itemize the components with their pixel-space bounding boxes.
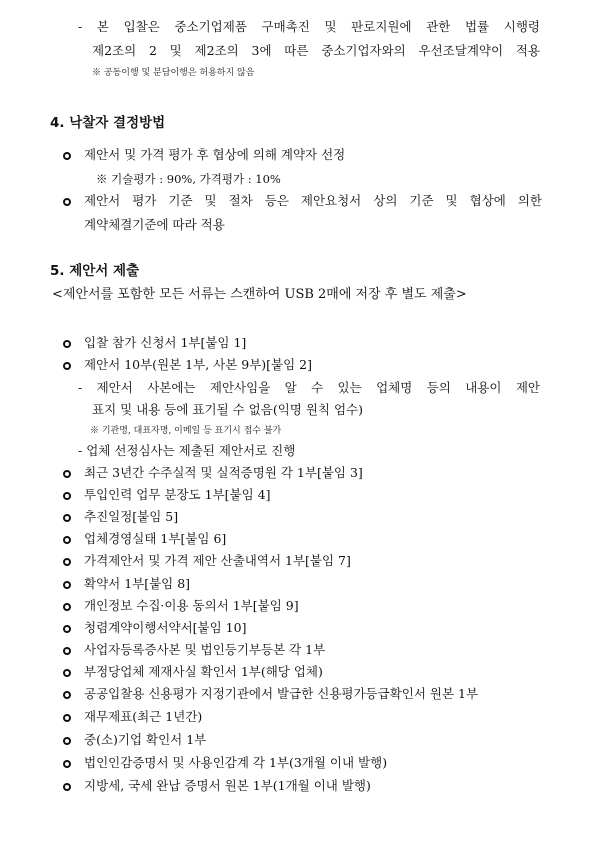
- top-note-sub: ※ 공동이행 및 분담이행은 허용하지 않음: [92, 68, 255, 78]
- submission-item: 공공입찰용 신용평가 지정기관에서 발급한 신용평가등급확인서 원본 1부: [84, 686, 479, 701]
- submission-item: 중(소)기업 확인서 1부: [84, 732, 207, 747]
- circle-bullet-icon: [63, 625, 71, 633]
- proposal-note-dash-1-cont: 표지 및 내용 등에 표기될 수 없음(익명 원칙 엄수): [92, 402, 363, 417]
- submission-item: 지방세, 국세 완납 증명서 원본 1부(1개월 이내 발행): [84, 778, 371, 793]
- submission-item: 추진일정[붙임 5]: [84, 509, 179, 524]
- circle-bullet-icon: [63, 198, 71, 206]
- circle-bullet-icon: [63, 669, 71, 677]
- circle-bullet-icon: [63, 492, 71, 500]
- section-4-item-2-cont: 계약체결기준에 따라 적용: [84, 217, 225, 232]
- section-5-subheading: <제안서를 포함한 모든 서류는 스캔하여 USB 2매에 저장 후 별도 제출>: [52, 287, 467, 302]
- submission-item: 부정당업체 제재사실 확인서 1부(해당 업체): [84, 664, 323, 679]
- submission-item: 업체경영실태 1부[붙임 6]: [84, 531, 227, 546]
- proposal-note-dash-2: - 업체 선정심사는 제출된 제안서로 진행: [78, 443, 296, 458]
- circle-bullet-icon: [63, 470, 71, 478]
- circle-bullet-icon: [63, 647, 71, 655]
- submission-item: 제안서 10부(원본 1부, 사본 9부)[붙임 2]: [84, 357, 313, 372]
- submission-item: 최근 3년간 수주실적 및 실적증명원 각 1부[붙임 3]: [84, 465, 363, 480]
- circle-bullet-icon: [63, 340, 71, 348]
- submission-item: 청렴계약이행서약서[붙임 10]: [84, 620, 247, 635]
- submission-item: 법인인감증명서 및 사용인감계 각 1부(3개월 이내 발행): [84, 755, 388, 770]
- section-5-heading: 5. 제안서 제출: [50, 263, 140, 279]
- circle-bullet-icon: [63, 362, 71, 370]
- submission-item: 투입인력 업무 분장도 1부[붙임 4]: [84, 487, 271, 502]
- proposal-note-dash-1: - 제안서 사본에는 제안사임을 알 수 있는 업체명 등의 내용이 제안: [78, 380, 540, 395]
- circle-bullet-icon: [63, 581, 71, 589]
- top-note-line-2: 제2조의 2 및 제2조의 3에 따른 중소기업자와의 우선조달계약이 적용: [92, 43, 540, 58]
- circle-bullet-icon: [63, 514, 71, 522]
- submission-item: 입찰 참가 신청서 1부[붙임 1]: [84, 335, 247, 350]
- circle-bullet-icon: [63, 152, 71, 160]
- circle-bullet-icon: [63, 783, 71, 791]
- proposal-note-small: ※ 기관명, 대표자명, 이메일 등 표기시 접수 불가: [90, 426, 282, 436]
- circle-bullet-icon: [63, 558, 71, 566]
- submission-item: 확약서 1부[붙임 8]: [84, 576, 191, 591]
- section-4-item-1: 제안서 및 가격 평가 후 협상에 의해 계약자 선정: [84, 147, 346, 162]
- submission-item: 개인정보 수집·이용 동의서 1부[붙임 9]: [84, 598, 299, 613]
- circle-bullet-icon: [63, 760, 71, 768]
- top-note-line-1: - 본 입찰은 중소기업제품 구매촉진 및 판로지원에 관한 법률 시행령: [78, 19, 540, 34]
- submission-item: 사업자등록증사본 및 법인등기부등본 각 1부: [84, 642, 326, 657]
- section-4-heading: 4. 낙찰자 결정방법: [50, 115, 166, 131]
- submission-item: 가격제안서 및 가격 제안 산출내역서 1부[붙임 7]: [84, 553, 351, 568]
- section-4-item-2: 제안서 평가 기준 및 절차 등은 제안요청서 상의 기준 및 협상에 의한: [84, 193, 542, 208]
- circle-bullet-icon: [63, 714, 71, 722]
- circle-bullet-icon: [63, 691, 71, 699]
- circle-bullet-icon: [63, 737, 71, 745]
- circle-bullet-icon: [63, 603, 71, 611]
- section-4-note: ※ 기술평가 : 90%, 가격평가 : 10%: [96, 172, 281, 186]
- submission-item: 재무제표(최근 1년간): [84, 709, 203, 724]
- circle-bullet-icon: [63, 536, 71, 544]
